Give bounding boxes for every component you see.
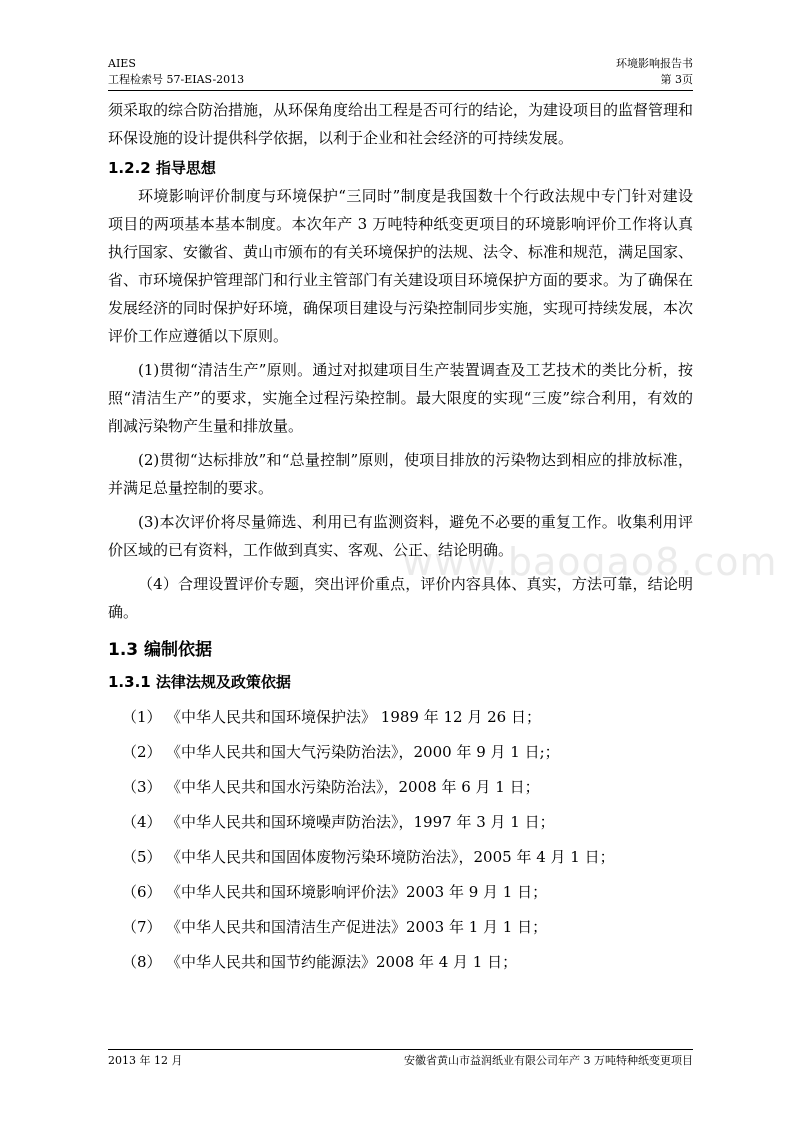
law-list [108, 700, 693, 980]
header-right [616, 56, 693, 88]
intro-paragraph: 须采取的综合防治措施，从环保角度给出工程是否可行的结论，为建设项目的监督管理和环保设施的设计提供科学依据，以利于企业和社会经济的可持续发展。 [108, 101, 694, 147]
heading-1-3: 1.3 编制依据 [108, 640, 213, 660]
list-number: （2） [122, 743, 162, 761]
list-number: （4） [122, 813, 162, 831]
header-page-number: 第 3页 [660, 73, 693, 86]
list-text: 《中华人民共和国环境噪声防治法》，1997 年 3 月 1 日； [166, 813, 555, 831]
page-body [108, 96, 693, 980]
list-number: （6） [122, 883, 162, 901]
header-left [108, 56, 244, 88]
list-item [108, 770, 693, 805]
list-text: 《中华人民共和国清洁生产促进法》2003 年 1 月 1 日； [166, 918, 548, 936]
list-text: 《中华人民共和国环境影响评价法》2003 年 9 月 1 日； [166, 883, 548, 901]
list-number: （8） [122, 953, 162, 971]
list-item [108, 875, 693, 910]
heading-1-3-1: 1.3.1 法律法规及政策依据 [108, 673, 291, 691]
header-doc-title: 环境影响报告书 [616, 57, 693, 70]
list-text: 《中华人民共和国节约能源法》2008 年 4 月 1 日； [166, 953, 518, 971]
list-item [108, 840, 693, 875]
header-project-no: 工程检索号 57-EIAS-2013 [108, 73, 245, 86]
watermark: www.baogao8.com [402, 540, 778, 584]
list-text: 《中华人民共和国大气污染防治法》，2000 年 9 月 1 日;； [166, 743, 560, 761]
list-item [108, 805, 693, 840]
guiding-paragraph: 环境影响评价制度与环境保护“三同时”制度是我国数十个行政法规中专门针对建设项目的两项基本基本制度。本次年产 3 万吨特种纸变更项目的环境影响评价工作将认真执行国家、安徽省、黄山市颁布的有关环境保护的法规、法令、标准和规范，满足国家、省、市环境保护管理部门和行业主管部门有关建设项目环境保护方面的要求。为了确保在发展经济的同时保护好环境，确保项目建设与污染控制同步实施，实现可持续发展，本次评价工作应遵循以下原则。 [108, 187, 694, 345]
list-item [108, 945, 693, 980]
list-number: （7） [122, 918, 162, 936]
page-header [108, 56, 693, 91]
list-item [108, 700, 693, 735]
header-org: AIES [108, 57, 136, 70]
list-text: 《中华人民共和国水污染防治法》，2008 年 6 月 1 日； [166, 778, 540, 796]
footer-date: 2013 年 12 月 [108, 1054, 183, 1067]
list-number: （1） [122, 708, 162, 726]
list-text: 《中华人民共和国环境保护法》 1989 年 12 月 26 日； [166, 708, 541, 726]
list-item [108, 735, 693, 770]
list-text: 《中华人民共和国固体废物污染环境防治法》，2005 年 4 月 1 日； [166, 848, 615, 866]
principle-3: (3)本次评价将尽量筛选、利用已有监测资料，避免不必要的重复工作。收集利用评价区域的已有资料，工作做到真实、客观、公正、结论明确。 [108, 513, 693, 559]
list-item [108, 910, 693, 945]
footer-project: 安徽省黄山市益润纸业有限公司年产 3 万吨特种纸变更项目 [404, 1054, 693, 1067]
principle-2: (2)贯彻“达标排放”和“总量控制”原则，使项目排放的污染物达到相应的排放标准，并满足总量控制的要求。 [108, 451, 693, 497]
list-number: （5） [122, 848, 162, 866]
principle-1: (1)贯彻“清洁生产”原则。通过对拟建项目生产装置调查及工艺技术的类比分析，按照“清洁生产”的要求，实施全过程污染控制。最大限度的实现“三废”综合利用，有效的削减污染物产生量和排放量。 [108, 361, 693, 435]
list-number: （3） [122, 778, 162, 796]
page-footer [108, 1049, 693, 1067]
heading-1-2-2: 1.2.2 指导思想 [108, 159, 216, 177]
principle-4: （4）合理设置评价专题，突出评价重点，评价内容具体、真实，方法可靠，结论明确。 [108, 575, 693, 621]
